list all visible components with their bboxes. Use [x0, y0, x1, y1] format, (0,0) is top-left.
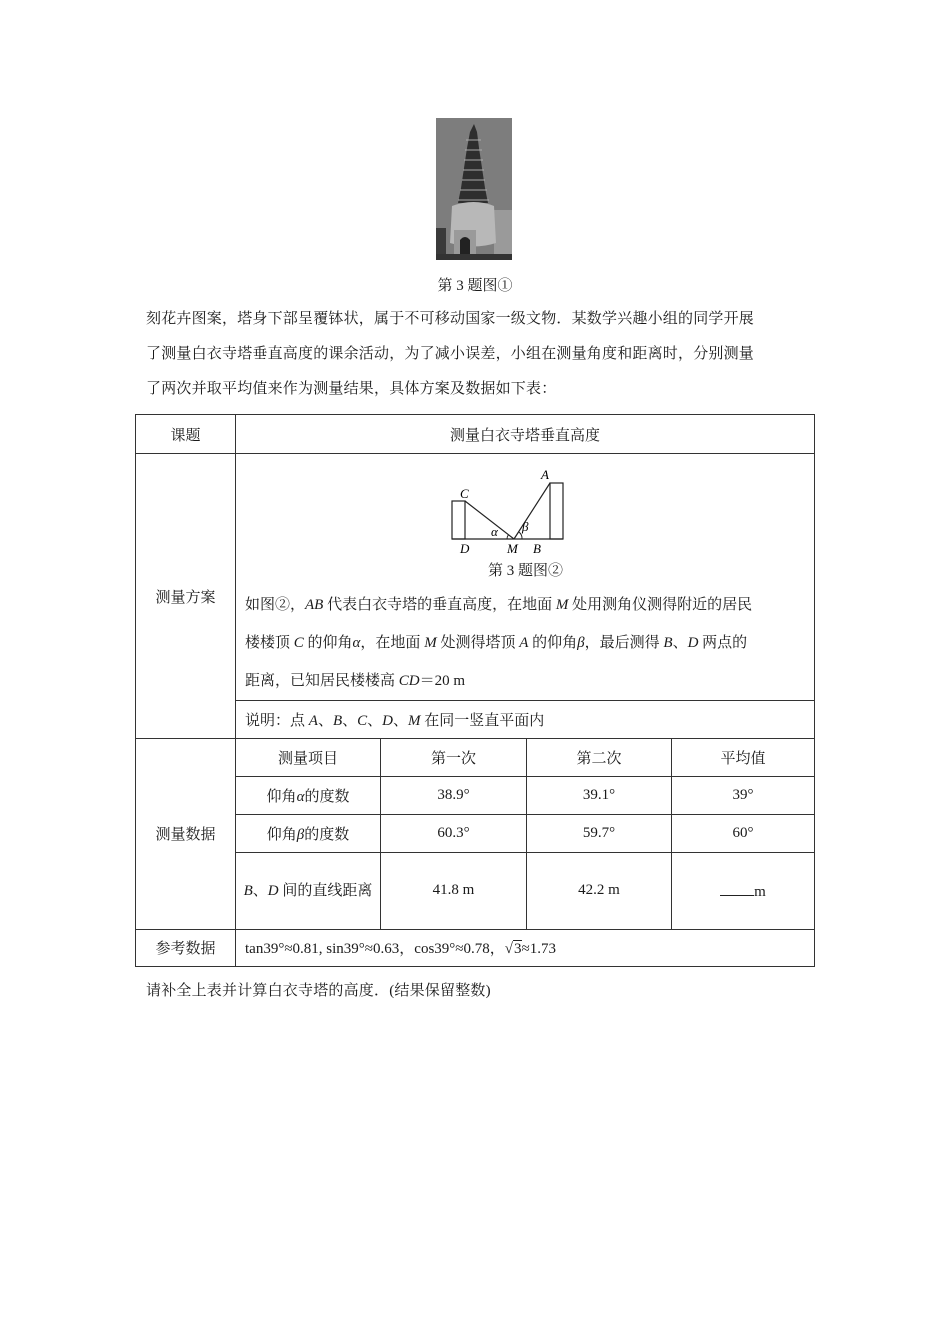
- text: ＝20 m: [419, 673, 466, 689]
- label-beta: β: [521, 519, 528, 534]
- var-M: M: [424, 635, 437, 651]
- text: 说明：点: [245, 713, 309, 729]
- question-text: 请补全上表并计算白衣寺塔的高度．(结果保留整数): [146, 983, 491, 999]
- avg-value: 39°: [672, 777, 815, 815]
- figure1-caption: 第 3 题图①: [437, 278, 513, 294]
- label-D: D: [459, 541, 469, 556]
- text: 处用测角仪测得附近的居民: [568, 597, 753, 613]
- second-value: 59.7°: [527, 815, 672, 853]
- var-AB: AB: [305, 597, 324, 613]
- text: ≈1.73: [521, 941, 556, 957]
- header-item: 测量项目: [236, 739, 381, 777]
- avg-blank-cell: [672, 853, 815, 929]
- var-A: A: [519, 635, 529, 651]
- var-B: B: [663, 635, 673, 651]
- topic-label: 课题: [136, 415, 236, 454]
- sep: 、: [317, 713, 333, 729]
- text: 两点的: [698, 635, 748, 651]
- text: 、: [672, 635, 688, 651]
- label-M: M: [506, 541, 518, 556]
- text: ，最后测得: [584, 635, 664, 651]
- pagoda-photo: [436, 118, 512, 260]
- item-cell: [236, 777, 381, 815]
- text: 的度数: [304, 789, 350, 805]
- var-beta: β: [296, 827, 305, 843]
- answer-blank: [720, 881, 754, 896]
- intro-line: 刻花卉图案，塔身下部呈覆钵状，属于不可移动国家一级文物．某数学兴趣小组的同学开展: [146, 311, 755, 327]
- topic-row: [136, 415, 815, 454]
- text: 的度数: [304, 827, 350, 843]
- text: 间的直线距离: [278, 882, 373, 899]
- pagoda-illustration: [436, 118, 512, 260]
- plan-description: [245, 586, 806, 700]
- var-M: M: [555, 597, 569, 613]
- text: 楼楼顶: [245, 635, 294, 651]
- sqrt-icon: √: [504, 941, 514, 957]
- text: 的仰角: [528, 635, 578, 651]
- intro-line: 了两次并取平均值来作为测量结果，具体方案及数据如下表：: [146, 381, 557, 397]
- var-D: D: [687, 635, 699, 651]
- plan-row: [136, 454, 815, 701]
- ref-value: [236, 929, 815, 966]
- note-row: [136, 701, 815, 739]
- geometry-diagram: [451, 464, 601, 556]
- second-value: 39.1°: [527, 777, 672, 815]
- var-C: C: [357, 713, 368, 729]
- data-header-row: [236, 739, 814, 777]
- item-cell: [236, 815, 381, 853]
- label-A: A: [540, 467, 549, 482]
- note-cell: [236, 701, 815, 739]
- ref-label: 参考数据: [136, 929, 236, 966]
- data-label: 测量数据: [136, 739, 236, 930]
- var-C: C: [293, 635, 304, 651]
- text: 距离，已知居民楼楼高: [245, 673, 399, 689]
- text: 如图②，: [245, 597, 306, 613]
- var-M: M: [408, 713, 421, 729]
- label-alpha: α: [490, 524, 498, 539]
- var-B: B: [243, 882, 253, 899]
- sep: 、: [252, 882, 268, 899]
- figure2-caption: 第 3 题图②: [487, 563, 563, 579]
- text: ，在地面: [360, 635, 425, 651]
- header-first: 第一次: [381, 739, 527, 777]
- table-row: [236, 815, 814, 853]
- data-row: [136, 739, 815, 930]
- var-CD: CD: [398, 673, 420, 689]
- label-B: B: [532, 541, 541, 556]
- intro-paragraph: [146, 302, 816, 407]
- ref-row: [136, 929, 815, 966]
- var-B: B: [332, 713, 343, 729]
- plan-label: 测量方案: [136, 454, 236, 739]
- data-table: [236, 739, 814, 929]
- var-beta: β: [577, 635, 585, 651]
- plan-cell: [236, 454, 815, 701]
- table-row: [236, 777, 814, 815]
- intro-line: 了测量白衣寺塔垂直高度的课余活动，为了减小误差，小组在测量角度和距离时，分别测量: [146, 346, 755, 362]
- data-cell: [236, 739, 815, 930]
- topic-value: 测量白衣寺塔垂直高度: [236, 415, 815, 454]
- text: 仰角: [266, 827, 297, 843]
- var-D: D: [267, 882, 279, 899]
- table-row: [236, 853, 814, 929]
- unit: m: [754, 883, 766, 900]
- text: 在同一竖直平面内: [420, 713, 545, 729]
- text: tan39°≈0.81, sin39°≈0.63，cos39°≈0.78，: [245, 941, 505, 957]
- header-second: 第二次: [527, 739, 672, 777]
- sep: 、: [342, 713, 358, 729]
- text: 仰角: [266, 789, 297, 805]
- var-A: A: [308, 713, 318, 729]
- text: 的仰角: [303, 635, 353, 651]
- first-value: 60.3°: [381, 815, 527, 853]
- sep: 、: [393, 713, 409, 729]
- survey-table: [135, 414, 815, 967]
- text: 处测得塔顶: [436, 635, 520, 651]
- avg-value: 60°: [672, 815, 815, 853]
- second-value: 42.2 m: [527, 853, 672, 929]
- header-avg: 平均值: [672, 739, 815, 777]
- var-alpha: α: [296, 789, 305, 805]
- sqrt-arg: 3: [514, 941, 522, 957]
- item-cell: [236, 853, 381, 929]
- text: 代表白衣寺塔的垂直高度，在地面: [323, 597, 556, 613]
- sep: 、: [367, 713, 383, 729]
- first-value: 38.9°: [381, 777, 527, 815]
- first-value: 41.8 m: [381, 853, 527, 929]
- var-D: D: [382, 713, 394, 729]
- var-alpha: α: [352, 635, 361, 651]
- label-C: C: [459, 486, 469, 501]
